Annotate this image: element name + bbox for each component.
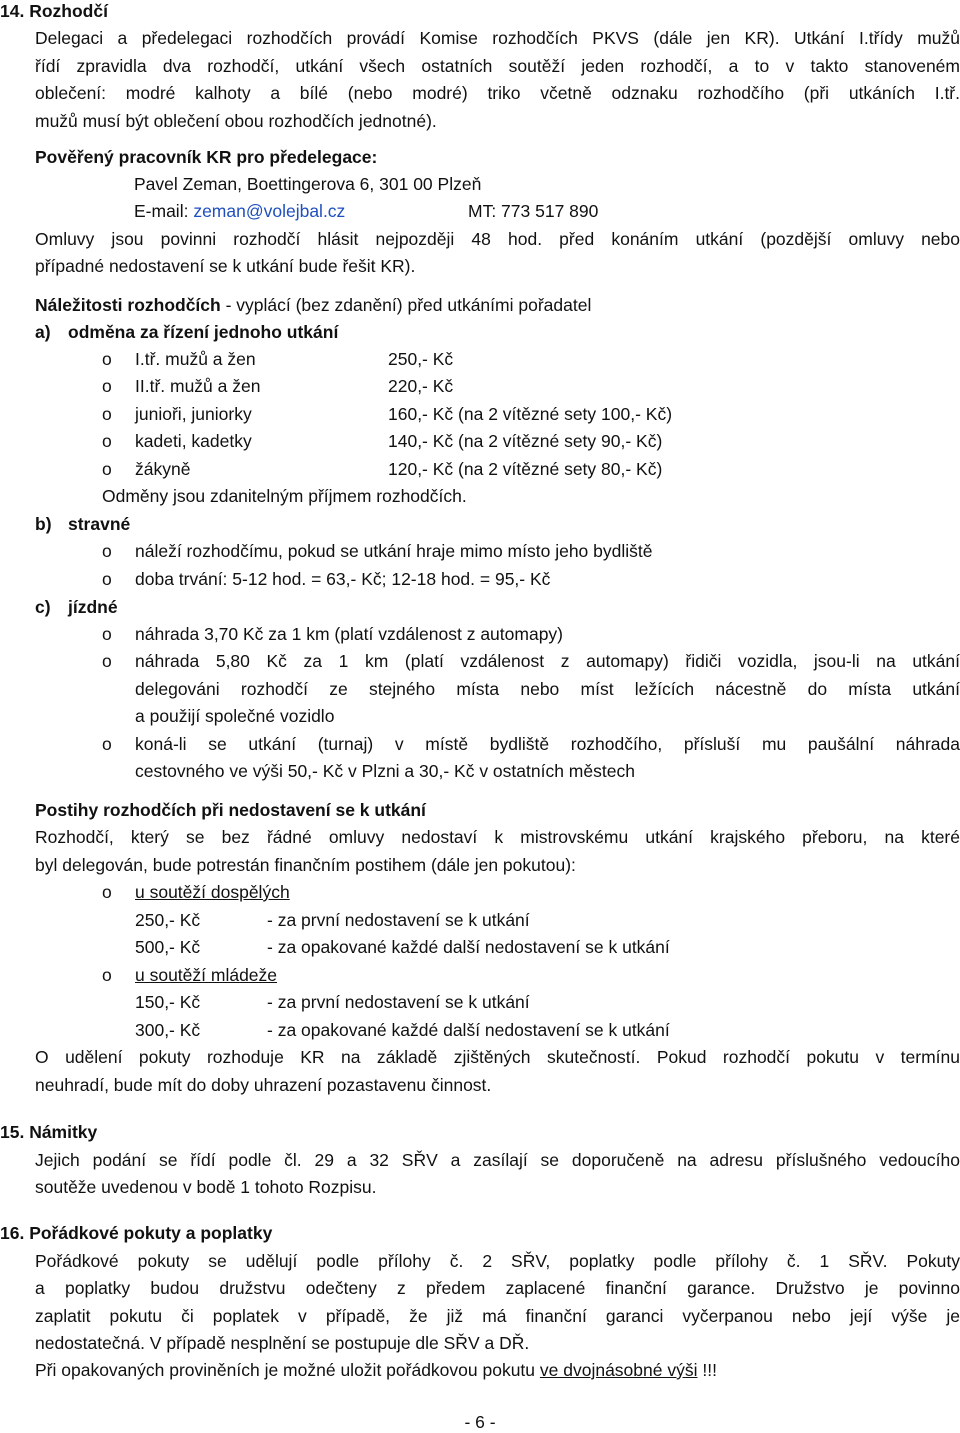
c-item3-line1: koná-li se utkání (turnaj) v místě bydliště rozhodčího, přísluší mu paušální náhrada xyxy=(135,734,960,754)
bullet-icon: o xyxy=(102,882,112,902)
fee-category: I.tř. mužů a žen xyxy=(135,349,256,369)
b-title: stravné xyxy=(68,514,131,534)
bullet-icon: o xyxy=(102,349,112,369)
c-title: jízdné xyxy=(68,597,118,617)
fee-amount: 140,- Kč (na 2 vítězné sety 90,- Kč) xyxy=(388,431,663,451)
sec16-line3: zaplatit pokutu či poplatek v případě, že již má finanční garanci vyčerpanou nebo její výše je xyxy=(35,1306,960,1326)
sec16-line2: a poplatky budou družstvu odečteny z předem zaplacené finanční garance. Družstvo je povinno xyxy=(35,1278,960,1298)
sec16-line1: Pořádkové pokuty se udělují podle přílohy č. 2 SŘV, poplatky podle přílohy č. 1 SŘV. Pokuty xyxy=(35,1251,960,1271)
bullet-icon: o xyxy=(102,376,112,396)
bullet-icon: o xyxy=(102,624,112,644)
section-14-heading: 14. Rozhodčí xyxy=(0,1,108,21)
fee-amount: 120,- Kč (na 2 vítězné sety 80,- Kč) xyxy=(388,459,663,479)
bullet-icon: o xyxy=(102,734,112,754)
penalty-heading: Postihy rozhodčích při nedostavení se k utkání xyxy=(35,800,426,820)
last-line-underlined: ve dvojnásobné výši xyxy=(539,1360,698,1380)
section-15-heading: 15. Námitky xyxy=(0,1122,98,1142)
b-item-text: náleží rozhodčímu, pokud se utkání hraje mimo místo jeho bydliště xyxy=(135,541,653,561)
sec14-p1-line2: řídí zpravidla dva rozhodčí, utkání všech ostatních soutěží jeden rozhodčí, a to v takto stanoveném xyxy=(35,56,960,76)
penalty-amount: 250,- Kč xyxy=(135,910,201,930)
c-item2-line1: náhrada 5,80 Kč za 1 km (platí vzdálenost z automapy) řidiči vozidla, jsou-li na utkání xyxy=(135,651,960,671)
contact-heading: Pověřený pracovník KR pro předelegace: xyxy=(35,147,378,167)
penalty-end-line1: O udělení pokuty rozhoduje KR na základě zjištěných skutečností. Pokud rozhodčí pokutu v termínu xyxy=(35,1047,960,1067)
youth-title: u soutěží mládeže xyxy=(135,965,278,985)
section-16-heading: 16. Pořádkové pokuty a poplatky xyxy=(0,1223,273,1243)
penalty-desc: - za opakované každé další nedostavení se k utkání xyxy=(267,937,670,957)
penalty-desc: - za první nedostavení se k utkání xyxy=(267,992,530,1012)
last-line-pre: Při opakovaných proviněních je možné uložit pořádkovou pokutu xyxy=(35,1360,540,1380)
adult-title: u soutěží dospělých xyxy=(135,882,290,902)
a-title: odměna za řízení jednoho utkání xyxy=(68,322,339,342)
excuse-line2: případné nedostavení se k utkání bude řešit KR). xyxy=(35,256,416,276)
bullet-icon: o xyxy=(102,651,112,671)
penalty-amount: 150,- Kč xyxy=(135,992,201,1012)
fees-heading: Náležitosti rozhodčích xyxy=(35,295,221,315)
c-item-text: náhrada 3,70 Kč za 1 km (platí vzdálenost z automapy) xyxy=(135,624,564,644)
bullet-icon: o xyxy=(102,541,112,561)
bullet-icon: o xyxy=(102,459,112,479)
c-item2-line2: delegováni rozhodčí ze stejného místa nebo míst ležících nácestně do místa utkání xyxy=(135,679,960,699)
fees-a-line xyxy=(35,321,960,343)
penalty-line1: Rozhodčí, který se bez řádné omluvy nedostaví k mistrovskému utkání krajského přeboru, na které xyxy=(35,827,960,847)
bullet-icon: o xyxy=(102,431,112,451)
penalty-amount: 500,- Kč xyxy=(135,937,201,957)
fee-amount: 160,- Kč (na 2 vítězné sety 100,- Kč) xyxy=(388,404,673,424)
penalty-end-line2: neuhradí, bude mít do doby uhrazení pozastavenu činnost. xyxy=(35,1075,492,1095)
sec16-last-line xyxy=(35,1359,960,1381)
fee-category: žákyně xyxy=(135,459,191,479)
sec14-p1-line1: Delegaci a předelegaci rozhodčích provádí Komise rozhodčích PKVS (dále jen KR). Utkání I.třídy mužů xyxy=(35,28,960,48)
bullet-icon: o xyxy=(102,965,112,985)
c-label: c) xyxy=(35,597,51,617)
penalty-line2: byl delegován, bude potrestán finančním postihem (dále jen pokutou): xyxy=(35,855,576,875)
bullet-icon: o xyxy=(102,404,112,424)
fee-amount: 220,- Kč xyxy=(388,376,454,396)
sec15-line2: soutěže uvedenou v bodě 1 tohoto Rozpisu. xyxy=(35,1177,377,1197)
excuse-line1: Omluvy jsou povinni rozhodčí hlásit nejpozději 48 hod. před konáním utkání (pozdější omluvy nebo xyxy=(35,229,960,249)
contact-phone: MT: 773 517 890 xyxy=(468,201,599,221)
last-line-post: !!! xyxy=(697,1360,717,1380)
fee-category: kadeti, kadetky xyxy=(135,431,252,451)
email-label: E-mail: xyxy=(134,201,194,221)
c-item2-line3: a použijí společné vozidlo xyxy=(135,706,335,726)
fee-category: junioři, juniorky xyxy=(135,404,252,424)
fees-heading-line xyxy=(35,294,960,316)
fees-c-line xyxy=(35,596,960,618)
penalty-desc: - za opakované každé další nedostavení se k utkání xyxy=(267,1020,670,1040)
email-link[interactable]: zeman@volejbal.cz xyxy=(193,201,346,221)
a-label: a) xyxy=(35,322,51,342)
fee-amount: 250,- Kč xyxy=(388,349,454,369)
sec16-line4: nedostatečná. V případě nesplnění se postupuje dle SŘV a DŘ. xyxy=(35,1333,530,1353)
page-number: - 6 - xyxy=(464,1412,496,1432)
contact-name: Pavel Zeman, Boettingerova 6, 301 00 Plzeň xyxy=(134,174,482,194)
b-label: b) xyxy=(35,514,52,534)
bullet-icon: o xyxy=(102,569,112,589)
fee-category: II.tř. mužů a žen xyxy=(135,376,261,396)
b-item-text: doba trvání: 5-12 hod. = 63,- Kč; 12-18 hod. = 95,- Kč xyxy=(135,569,551,589)
fees-note: Odměny jsou zdanitelným příjmem rozhodčích. xyxy=(102,486,467,506)
sec15-line1: Jejich podání se řídí podle čl. 29 a 32 SŘV a zasílají se doporučeně na adresu příslušného vedoucího xyxy=(35,1150,960,1170)
penalty-desc: - za první nedostavení se k utkání xyxy=(267,910,530,930)
sec14-p1-line3: oblečení: modré kalhoty a bílé (nebo modré) triko včetně odznaku rozhodčího (při utkáních I.tř. xyxy=(35,83,960,103)
c-item3-line2: cestovného ve výši 50,- Kč v Plzni a 30,- Kč v ostatních městech xyxy=(135,761,635,781)
penalty-amount: 300,- Kč xyxy=(135,1020,201,1040)
fees-b-line xyxy=(35,513,960,535)
fees-heading-rest: - vyplácí (bez zdanění) před utkáními pořadatel xyxy=(220,295,592,315)
sec14-p1-line4: mužů musí být oblečení obou rozhodčích jednotné). xyxy=(35,111,437,131)
